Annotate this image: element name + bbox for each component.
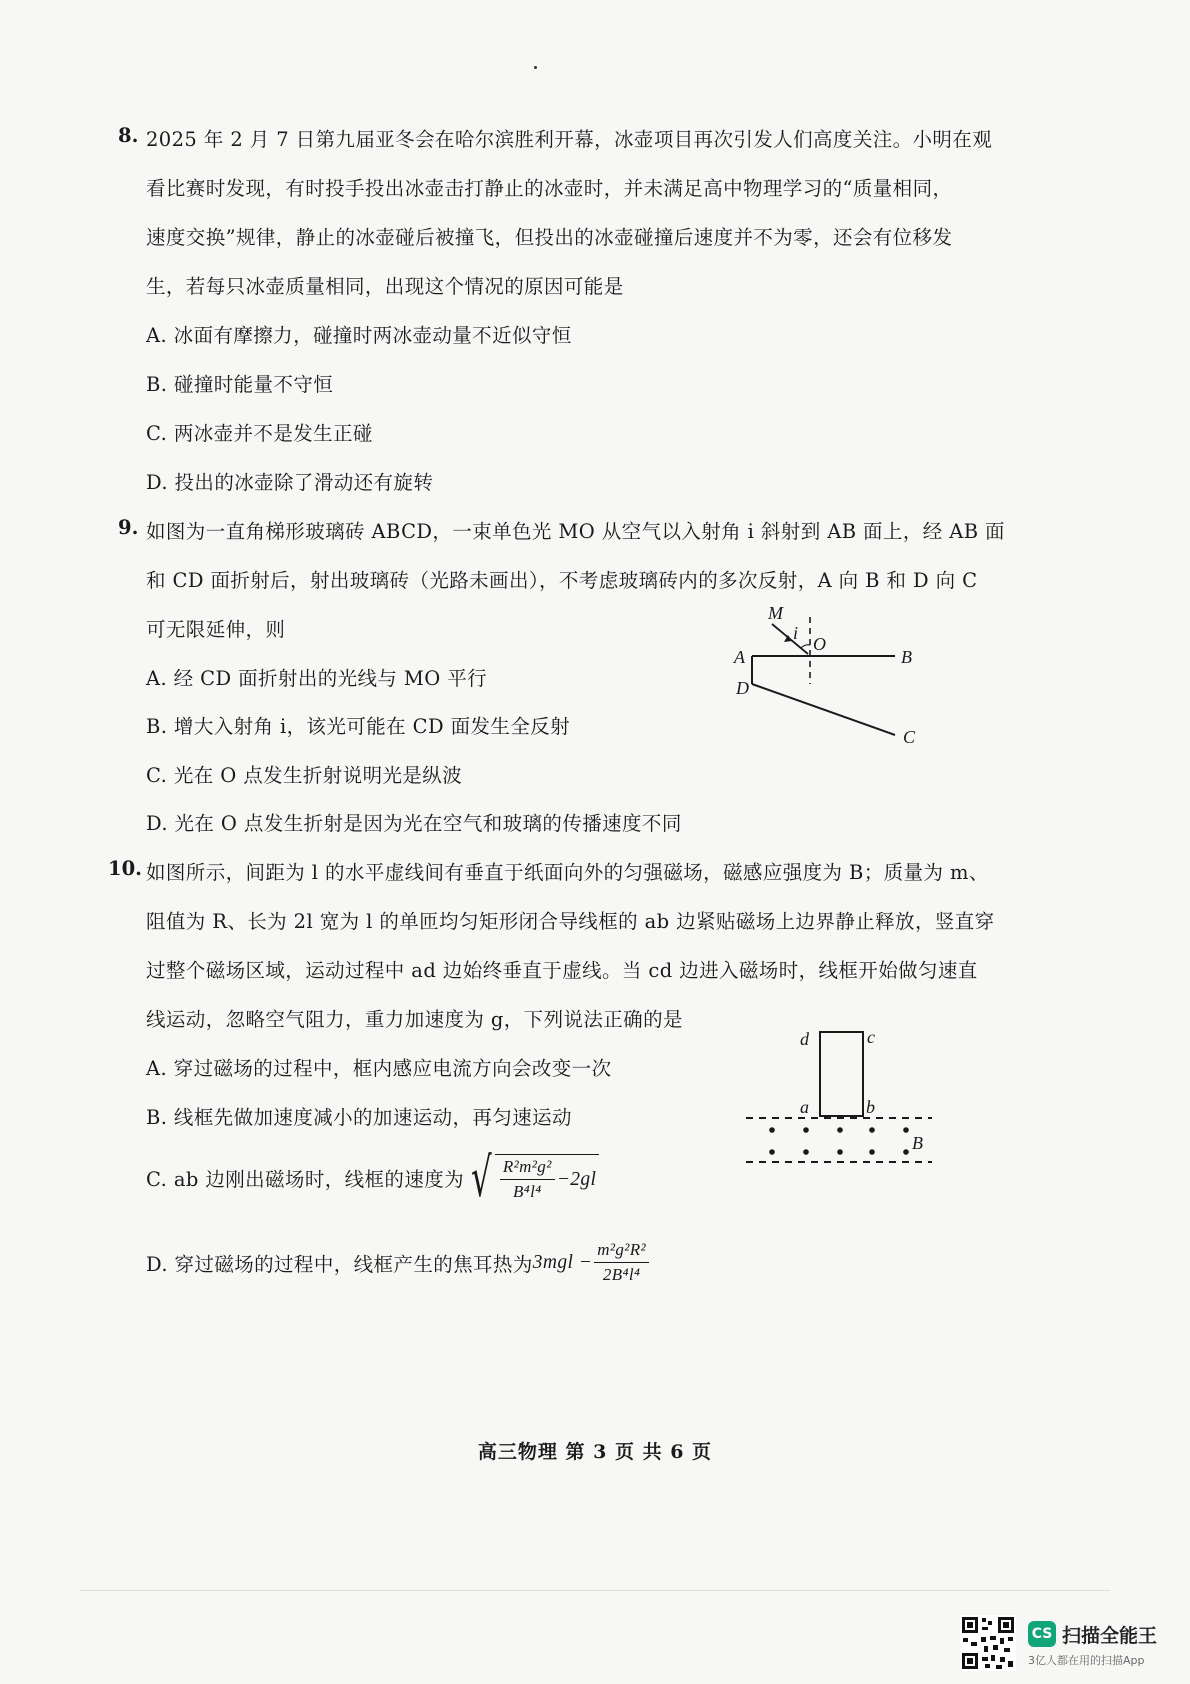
q10-line-3: 过整个磁场区域，运动过程中 ad 边始终垂直于虚线。当 cd 边进入磁场时，线框开始做匀速直 xyxy=(146,959,978,982)
q9-option-d: D. 光在 O 点发生折射是因为光在空气和玻璃的传播速度不同 xyxy=(146,812,682,835)
cs-logo-icon: CS xyxy=(1028,1621,1056,1647)
q8-line-2: 看比赛时发现，有时投手投出冰壶击打静止的冰壶时，并未满足高中物理学习的“质量相同， xyxy=(146,177,953,200)
q9-option-a: A. 经 CD 面折射出的光线与 MO 平行 xyxy=(146,667,488,690)
q9-option-b: B. 增大入射角 i，该光可能在 CD 面发生全反射 xyxy=(146,715,571,738)
label-c: c xyxy=(867,1027,875,1047)
velocity-denominator: B⁴l⁴ xyxy=(513,1182,542,1201)
scanner-watermark xyxy=(960,1615,1175,1675)
q9-line-2: 和 CD 面折射后，射出玻璃砖（光路未画出），不考虑玻璃砖内的多次反射，A 向 B 和 D 向 C xyxy=(146,569,978,592)
label-d: D xyxy=(736,678,749,698)
velocity-numerator: R²m²g² xyxy=(500,1155,555,1180)
label-d: d xyxy=(800,1029,809,1049)
q10-option-a: A. 穿过磁场的过程中，框内感应电流方向会改变一次 xyxy=(146,1057,612,1080)
label-a: a xyxy=(800,1097,809,1117)
q9-line-3: 可无限延伸，则 xyxy=(146,618,286,641)
q8-line-4: 生，若每只冰壶质量相同，出现这个情况的原因可能是 xyxy=(146,275,624,298)
q10-line-4: 线运动，忽略空气阻力，重力加速度为 g，下列说法正确的是 xyxy=(146,1008,683,1031)
label-a: A xyxy=(734,647,745,667)
scanner-tagline: 3亿人都在用的扫描App xyxy=(1028,1654,1145,1667)
label-i: i xyxy=(793,623,799,643)
q10-option-b: B. 线框先做加速度减小的加速运动，再匀速运动 xyxy=(146,1106,572,1129)
radical-sign-icon: √ xyxy=(470,1146,492,1209)
q8-number: 8. xyxy=(118,124,139,147)
label-c: C xyxy=(903,727,916,747)
q10-line-2: 阻值为 R、长为 2l 宽为 l 的单匝均匀矩形闭合导线框的 ab 边紧贴磁场上边界静止释放，竖直穿 xyxy=(146,910,995,933)
page-footer: 高三物理 第 3 页 共 6 页 xyxy=(477,1441,713,1463)
q8-option-b: B. 碰撞时能量不守恒 xyxy=(146,373,334,396)
q10-option-c-text: C. ab 边刚出磁场时，线框的速度为 xyxy=(146,1168,465,1191)
q8-line-3: 速度交换”规律，静止的冰壶碰后被撞飞，但投出的冰壶碰撞后速度并不为零，还会有位移发 xyxy=(146,226,953,249)
label-b: b xyxy=(866,1097,875,1117)
q10-option-d-text: D. 穿过磁场的过程中，线框产生的焦耳热为 xyxy=(146,1252,533,1276)
q9-option-c: C. 光在 O 点发生折射说明光是纵波 xyxy=(146,764,463,787)
label-m: M xyxy=(768,603,783,623)
wire-frame xyxy=(820,1032,863,1116)
q8-line-1: 2025 年 2 月 7 日第九届亚冬会在哈尔滨胜利开幕，冰壶项目再次引发人们高度关注。小明在观 xyxy=(146,128,993,151)
heat-denominator: 2B⁴l⁴ xyxy=(602,1265,641,1284)
q8-option-d: D. 投出的冰壶除了滑动还有旋转 xyxy=(146,471,434,494)
q8-option-a: A. 冰面有摩擦力，碰撞时两冰壶动量不近似守恒 xyxy=(146,324,572,347)
q9-number: 9. xyxy=(118,516,139,539)
label-b: B xyxy=(901,647,912,667)
qr-code-icon xyxy=(960,1615,1016,1671)
label-o: O xyxy=(813,634,826,654)
q8-option-c: C. 两冰壶并不是发生正碰 xyxy=(146,422,373,445)
q9-line-1: 如图为一直角梯形玻璃砖 ABCD，一束单色光 MO 从空气以入射角 i 斜射到 AB 面上，经 AB 面 xyxy=(146,520,1005,543)
page-divider xyxy=(80,1590,1110,1591)
q10-line-1: 如图所示，间距为 l 的水平虚线间有垂直于纸面向外的匀强磁场，磁感应强度为 B；质量为 m、 xyxy=(146,861,989,884)
q10-number: 10. xyxy=(108,857,142,880)
heat-lead: 3mgl − xyxy=(532,1251,593,1273)
label-field-b: B xyxy=(912,1133,923,1153)
heat-numerator: m²g²R² xyxy=(594,1238,649,1263)
field-dots xyxy=(769,1127,909,1155)
velocity-tail: −2gl xyxy=(556,1168,597,1190)
scanner-app-name: 扫描全能王 xyxy=(1062,1625,1158,1647)
